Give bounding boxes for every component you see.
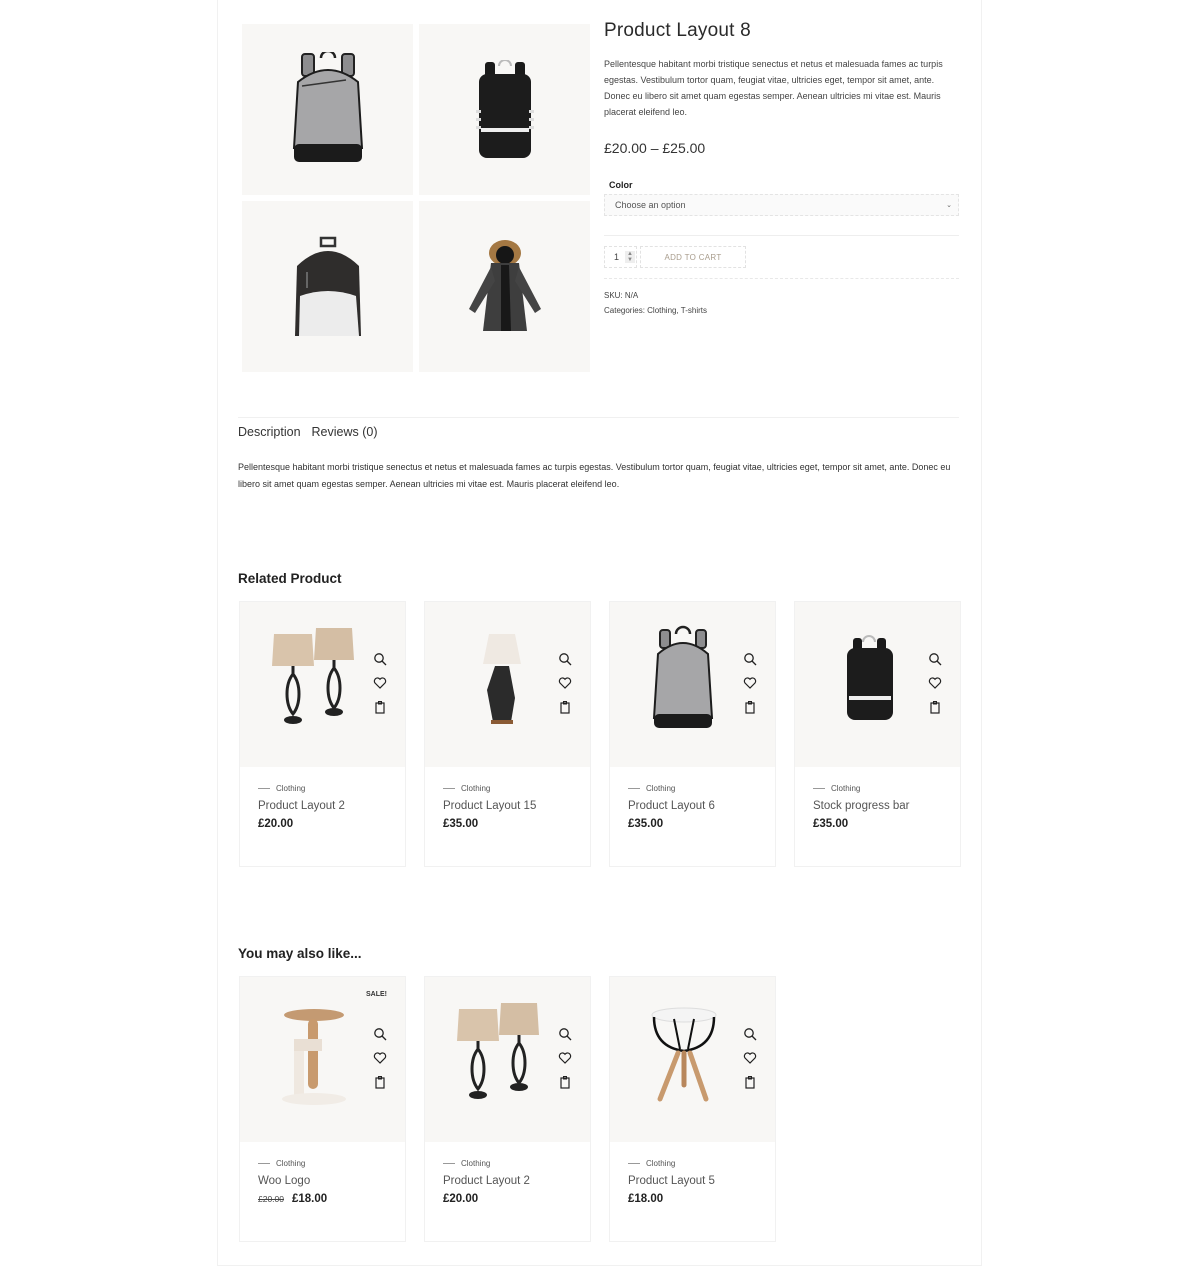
dash-icon xyxy=(628,1163,640,1164)
product-category[interactable]: Clothing xyxy=(258,784,405,793)
product-title: Product Layout 8 xyxy=(604,20,751,41)
quantity-value: 1 xyxy=(614,252,620,262)
color-select-value: Choose an option xyxy=(615,200,686,210)
card-actions xyxy=(743,1027,757,1089)
divider xyxy=(238,417,959,418)
black-white-backpack-icon xyxy=(293,232,363,342)
search-icon[interactable] xyxy=(743,1027,757,1041)
card-actions xyxy=(743,652,757,714)
shopping-bag-icon[interactable] xyxy=(373,1075,387,1089)
product-card[interactable] xyxy=(239,601,406,867)
tab-description[interactable]: Description xyxy=(238,425,301,439)
gallery-image-parka[interactable] xyxy=(419,201,590,372)
product-price xyxy=(258,1193,405,1205)
grey-backpack-icon xyxy=(640,620,730,730)
categories: Categories: Clothing, T-shirts xyxy=(604,306,708,315)
gallery-image-black-white-backpack[interactable] xyxy=(242,201,413,372)
grey-backpack-icon xyxy=(288,52,368,167)
divider xyxy=(604,278,959,279)
product-category[interactable]: Clothing xyxy=(813,784,960,793)
heart-icon[interactable] xyxy=(558,676,572,690)
heart-icon[interactable] xyxy=(558,1051,572,1065)
upsells-grid xyxy=(239,976,776,1242)
product-category[interactable]: Clothing xyxy=(258,1159,405,1168)
product-card[interactable] xyxy=(424,976,591,1242)
product-name[interactable]: Product Layout 2 xyxy=(443,1175,530,1187)
dash-icon xyxy=(258,1163,270,1164)
search-icon[interactable] xyxy=(558,652,572,666)
card-actions xyxy=(373,1027,387,1089)
product-summary xyxy=(604,20,959,318)
product-category[interactable]: Clothing xyxy=(443,1159,590,1168)
product-price: £35.00 xyxy=(628,818,664,830)
heart-icon[interactable] xyxy=(928,676,942,690)
heart-icon[interactable] xyxy=(373,676,387,690)
color-label: Color xyxy=(609,180,633,190)
product-price: £20.00 xyxy=(443,1193,479,1205)
old-price: £20.00 xyxy=(258,1194,284,1204)
product-name[interactable]: Stock progress bar xyxy=(813,800,910,812)
search-icon[interactable] xyxy=(743,652,757,666)
card-actions xyxy=(558,1027,572,1089)
wire-stool-icon xyxy=(640,995,730,1105)
shopping-bag-icon[interactable] xyxy=(743,1075,757,1089)
product-price: £35.00 xyxy=(813,818,849,830)
search-icon[interactable] xyxy=(373,1027,387,1041)
product-price: £35.00 xyxy=(443,818,479,830)
heart-icon[interactable] xyxy=(743,676,757,690)
twin-lamps-icon xyxy=(270,620,360,730)
product-category[interactable]: Clothing xyxy=(443,784,590,793)
shopping-bag-icon[interactable] xyxy=(558,1075,572,1089)
product-price: £20.00 xyxy=(258,818,294,830)
product-name[interactable]: Woo Logo xyxy=(258,1175,311,1187)
gallery-image-grey-backpack[interactable] xyxy=(242,24,413,195)
product-category[interactable]: Clothing xyxy=(628,1159,775,1168)
twin-lamps-icon xyxy=(455,995,545,1105)
search-icon[interactable] xyxy=(373,652,387,666)
table-lamp-icon xyxy=(455,620,545,730)
product-meta xyxy=(604,288,959,318)
spin-arrows-icon[interactable]: ▲ ▼ xyxy=(625,251,635,263)
color-select[interactable] xyxy=(604,194,959,216)
black-striped-backpack-icon xyxy=(825,620,915,730)
sale-badge: SALE! xyxy=(366,991,387,998)
product-name[interactable]: Product Layout 5 xyxy=(628,1175,715,1187)
product-name[interactable]: Product Layout 6 xyxy=(628,800,715,812)
upsells-title: You may also like... xyxy=(238,946,362,961)
product-price: £18.00 xyxy=(628,1193,664,1205)
product-card[interactable] xyxy=(609,976,776,1242)
shopping-bag-icon[interactable] xyxy=(558,700,572,714)
dash-icon xyxy=(628,788,640,789)
black-striped-backpack-icon xyxy=(475,60,535,160)
dash-icon xyxy=(813,788,825,789)
chevron-down-icon: ⌄ xyxy=(946,202,952,209)
product-card[interactable] xyxy=(609,601,776,867)
shopping-bag-icon[interactable] xyxy=(928,700,942,714)
product-card[interactable] xyxy=(424,601,591,867)
shopping-bag-icon[interactable] xyxy=(743,700,757,714)
sku: SKU: N/A xyxy=(604,291,639,300)
sale-price: £18.00 xyxy=(292,1193,328,1205)
product-gallery xyxy=(242,24,592,374)
search-icon[interactable] xyxy=(928,652,942,666)
product-card[interactable] xyxy=(794,601,961,867)
gallery-image-black-backpack[interactable] xyxy=(419,24,590,195)
dash-icon xyxy=(443,1163,455,1164)
product-card[interactable] xyxy=(239,976,406,1242)
wooden-side-table-icon xyxy=(270,995,360,1105)
heart-icon[interactable] xyxy=(743,1051,757,1065)
product-name[interactable]: Product Layout 15 xyxy=(443,800,537,812)
related-products-title: Related Product xyxy=(238,571,342,586)
related-products-grid xyxy=(239,601,961,867)
card-actions xyxy=(558,652,572,714)
product-category[interactable]: Clothing xyxy=(628,784,775,793)
card-actions xyxy=(928,652,942,714)
fur-hood-parka-icon xyxy=(465,237,545,337)
dash-icon xyxy=(258,788,270,789)
add-to-cart-button[interactable]: ADD TO CART xyxy=(640,246,746,268)
quantity-stepper[interactable] xyxy=(604,246,637,268)
product-tabs xyxy=(238,425,378,439)
divider xyxy=(604,235,959,236)
description-text: Pellentesque habitant morbi tristique senectus et netus et malesuada fames ac turpis egestas. Vestibulum tortor quam, feugiat vitae, ultricies eget, tempor sit amet, ante. Donec eu libero sit amet quam egestas semper. Aenean ultricies mi vitae est. Mauris placerat eleifend leo. xyxy=(238,462,951,489)
tab-reviews[interactable]: Reviews (0) xyxy=(311,425,378,439)
card-actions xyxy=(373,652,387,714)
product-short-description: Pellentesque habitant morbi tristique senectus et netus et malesuada fames ac turpis egestas. Vestibulum tortor quam, feugiat vitae, ultricies eget, tempor sit amet, ante. Donec eu libero sit amet quam egestas semper. Aenean ultricies mi vitae est. Mauris placerat eleifend leo. xyxy=(604,59,943,117)
add-to-cart-row xyxy=(604,246,959,268)
product-name[interactable]: Product Layout 2 xyxy=(258,800,345,812)
search-icon[interactable] xyxy=(558,1027,572,1041)
dash-icon xyxy=(443,788,455,789)
product-price-range: £20.00 – £25.00 xyxy=(604,140,706,156)
shopping-bag-icon[interactable] xyxy=(373,700,387,714)
heart-icon[interactable] xyxy=(373,1051,387,1065)
